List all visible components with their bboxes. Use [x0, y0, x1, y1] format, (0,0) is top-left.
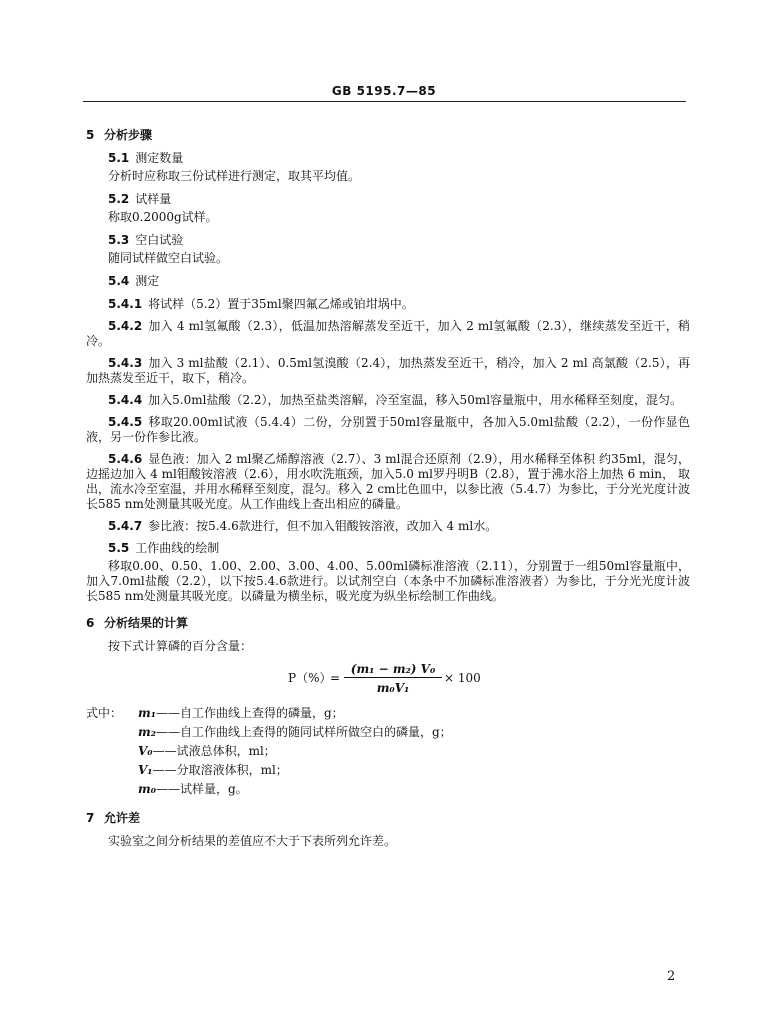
clause-title: 工作曲线的绘制 — [135, 541, 220, 555]
phosphorus-formula — [86, 662, 690, 698]
clause-number: 5.4.5 — [108, 415, 143, 429]
clause-5-4-1 — [86, 297, 690, 312]
section-title: 分析结果的计算 — [104, 616, 189, 630]
clause-5-4-2 — [86, 319, 690, 349]
clause-number: 5.4.1 — [108, 297, 143, 311]
clause-title: 测定 — [135, 274, 160, 288]
clause-5-2-heading — [108, 192, 690, 207]
variable-symbol: m₁ — [138, 706, 156, 720]
section-number: 6 — [86, 616, 95, 630]
variable-desc: ——试液总体积，ml； — [152, 744, 276, 758]
variable-row — [86, 782, 690, 801]
variable-symbol: V₀ — [138, 744, 153, 758]
clause-text: 加入5.0ml盐酸（2.2），加热至盐类溶解，冷至室温，移入50ml容量瓶中，用水稀释至刻度，混匀。 — [148, 393, 683, 407]
where-label: 式中： — [86, 706, 123, 720]
variable-symbol: V₁ — [138, 763, 153, 777]
variable-row — [86, 706, 690, 725]
document-body — [86, 128, 690, 856]
clause-5-3-heading — [108, 233, 690, 248]
clause-text: 加入 4 ml氢氟酸（2.3），低温加热溶解蒸发至近干，加入 2 ml氢氟酸（2.3），继续蒸发至近干，稍冷。 — [86, 319, 690, 348]
section-6-heading — [86, 616, 690, 631]
clause-5-5-heading — [108, 541, 690, 556]
clause-number: 5.4.4 — [108, 393, 143, 407]
section-title: 分析步骤 — [104, 128, 153, 142]
section-7-text: 实验室之间分析结果的差值应不大于下表所列允许差。 — [108, 834, 397, 848]
clause-number: 5.5 — [108, 541, 130, 555]
clause-5-5-text: 移取0.00、0.50、1.00、2.00、3.00、4.00、5.00ml磷标准溶液（2.11），分别置于一组50ml容量瓶中，加入7.0ml盐酸（2.2），以下按5.4.6款进行。以试剂空白（本条中不加磷标准溶液者）为参比，于分光光度计波长585 nm处测量其吸光度。以磷量为横坐标，吸光度为纵坐标绘制工作曲线。 — [86, 559, 690, 603]
variable-row — [86, 763, 690, 782]
clause-number: 5.4.7 — [108, 519, 143, 533]
standard-header: GB 5195.7—85 — [331, 84, 437, 98]
clause-title: 测定数量 — [135, 151, 184, 165]
clause-text: 加入 3 ml盐酸（2.1）、0.5ml氢溴酸（2.4），加热蒸发至近干，稍冷，加入 2 ml 高氯酸（2.5），再加热蒸发至近干，取下，稍冷。 — [86, 356, 690, 385]
clause-text: 将试样（5.2）置于35ml聚四氟乙烯或铂坩埚中。 — [148, 297, 414, 311]
formula-numerator: (m₁ − m₂) V₀ — [350, 662, 436, 676]
clause-5-3-text: 随同试样做空白试验。 — [108, 251, 229, 265]
clause-5-4-7 — [86, 519, 690, 534]
formula-equals: = — [330, 671, 341, 685]
clause-number: 5.4.3 — [108, 356, 143, 370]
formula-multiplier: × 100 — [444, 671, 481, 685]
clause-5-4-6 — [86, 452, 690, 512]
clause-text: 显色液：加入 2 ml聚乙烯醇溶液（2.7）、3 ml混合还原剂（2.9），用水稀释至体积 约35ml，混匀，边摇边加入 4 ml钼酸铵溶液（2.6），用水吹洗瓶颈，加入5.0 ml罗丹明B（2.8），置于沸水浴上加热 6 min， 取出，流水冷至室温，并用水稀释至刻度，混匀。移入 2 cm比色皿中，以参比液（5.4.7）为参比，于分光光度计波长585 nm处测量其吸光度。从工作曲线上查出相应的磷量。 — [86, 452, 690, 511]
variable-row — [86, 744, 690, 763]
clause-title: 空白试验 — [135, 233, 184, 247]
clause-5-4-5 — [86, 415, 690, 445]
clause-number: 5.2 — [108, 192, 130, 206]
section-5-heading — [86, 128, 690, 143]
header-rule — [83, 101, 686, 102]
variable-list — [86, 706, 690, 801]
clause-5-2-text: 称取0.2000g试样。 — [108, 210, 218, 224]
clause-number: 5.4.6 — [108, 452, 143, 466]
page-number: 2 — [667, 969, 676, 984]
variable-desc: ——分取溶液体积，ml； — [152, 763, 288, 777]
clause-number: 5.4.2 — [108, 319, 143, 333]
section-number: 7 — [86, 811, 95, 825]
clause-5-1-heading — [108, 151, 690, 166]
clause-text: 参比液：按5.4.6款进行，但不加入钼酸铵溶液，改加入 4 ml水。 — [148, 519, 498, 533]
clause-5-1-text: 分析时应称取三份试样进行测定，取其平均值。 — [108, 169, 361, 183]
clause-5-4-heading — [108, 274, 690, 289]
section-7-heading — [86, 811, 690, 826]
variable-desc: ——自工作曲线上查得的随同试样所做空白的磷量，g； — [155, 725, 452, 739]
fraction-bar — [344, 677, 442, 678]
clause-5-4-4 — [86, 393, 690, 408]
clause-number: 5.1 — [108, 151, 130, 165]
formula-lhs: P（%） — [288, 671, 332, 685]
clause-5-4-3 — [86, 356, 690, 386]
variable-row — [86, 725, 690, 744]
variable-symbol: m₂ — [138, 725, 156, 739]
clause-title: 试样量 — [135, 192, 172, 206]
clause-number: 5.4 — [108, 274, 130, 288]
variable-desc: ——自工作曲线上查得的磷量，g； — [155, 706, 344, 720]
variable-symbol: m₀ — [138, 782, 156, 796]
formula-intro: 按下式计算磷的百分含量： — [108, 639, 253, 653]
section-number: 5 — [86, 128, 95, 142]
variable-desc: ——试样量，g。 — [155, 782, 248, 796]
formula-denominator: m₀V₁ — [376, 681, 410, 695]
section-title: 允许差 — [104, 811, 141, 825]
clause-number: 5.3 — [108, 233, 130, 247]
clause-text: 移取20.00ml试液（5.4.4）二份，分别置于50ml容量瓶中，各加入5.0ml盐酸（2.2），一份作显色液，另一份作参比液。 — [86, 415, 690, 444]
